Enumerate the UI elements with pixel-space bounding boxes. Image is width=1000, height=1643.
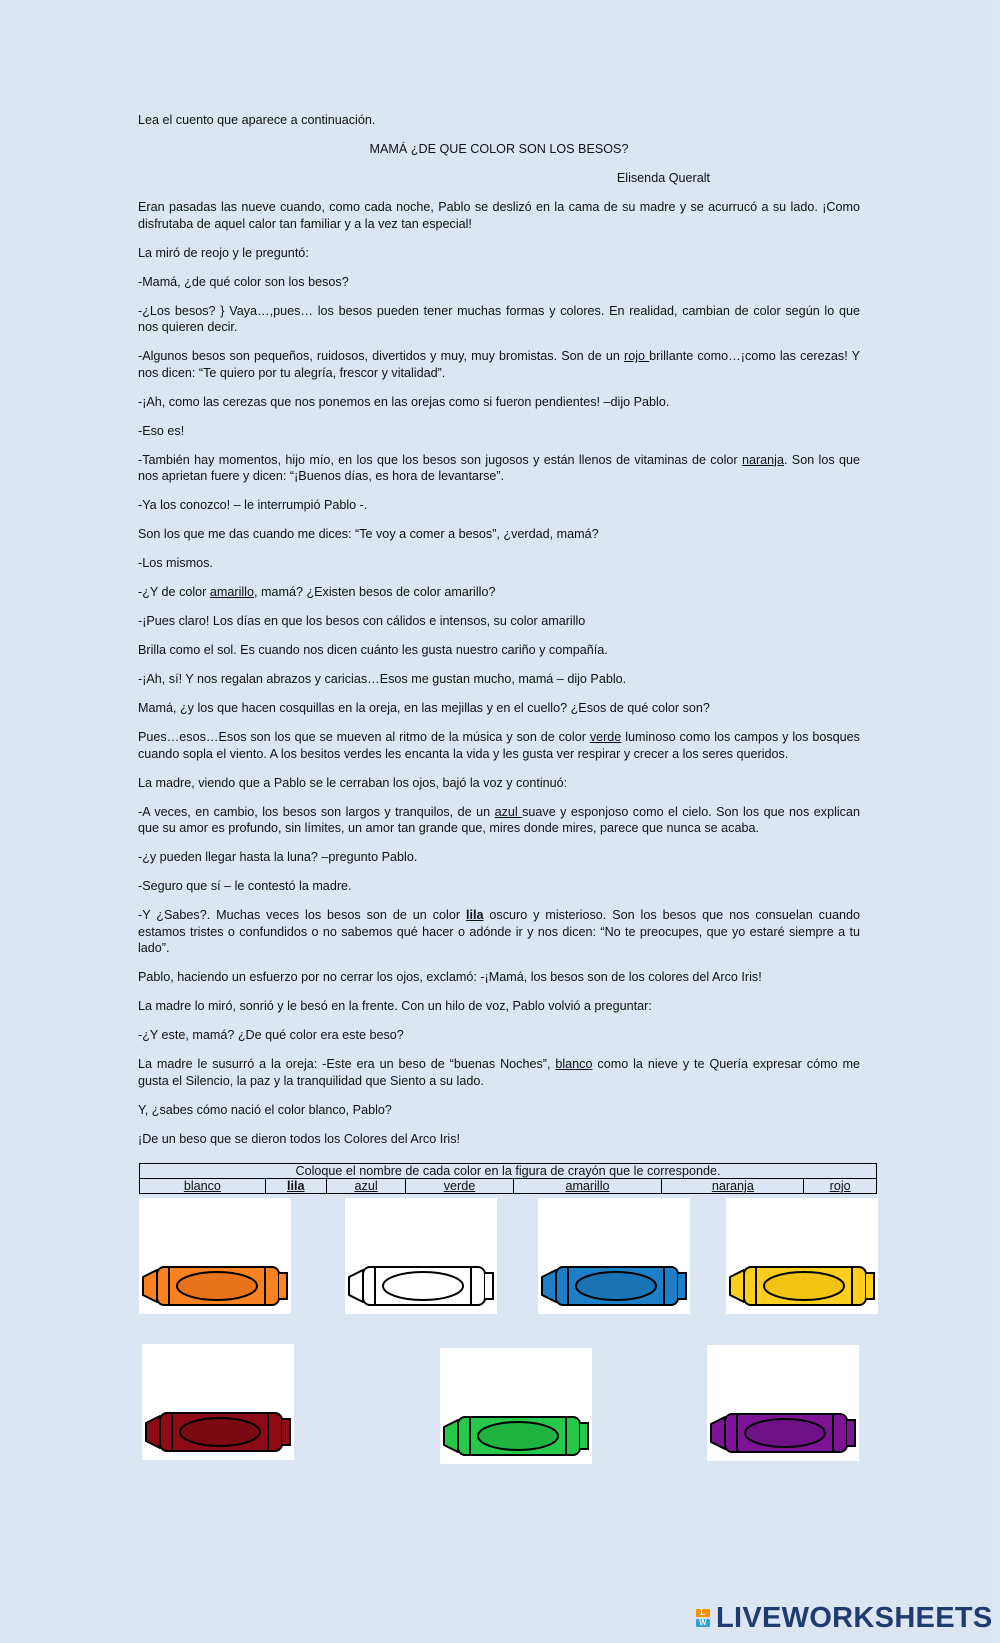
crayon-blue-icon (538, 1198, 690, 1314)
paragraph: -¿y pueden llegar hasta la luna? –pregunto Pablo. (138, 850, 418, 864)
paragraph: -Mamá, ¿de qué color son los besos? (138, 274, 349, 289)
paragraph: -¿Y este, mamá? ¿De qué color era este beso? (138, 1028, 404, 1042)
crayon-green-icon (440, 1348, 592, 1464)
paragraph: La miró de reojo y le preguntó: (138, 245, 309, 260)
crayon-yellow-icon (726, 1198, 878, 1314)
paragraph: Y, ¿sabes cómo nació el color blanco, Pablo? (138, 1102, 392, 1117)
color-word-blanco: blanco (555, 1057, 593, 1071)
story-text (138, 112, 860, 1160)
paragraph: -Y ¿Sabes?. Muchas veces los besos son de un color lila oscuro y misterioso. Son los besos que nos consuelan cuando estamos tristes o confundidos o no sabemos qué hacer o adónde ir y nos dicen: “No te preocupes, que yo estaré siempre a tu lado”. (138, 908, 861, 955)
paragraph: -Algunos besos son pequeños, ruidosos, divertidos y muy, muy bromistas. Son de un rojo brillante como…¡como las cerezas! Y nos dicen: “Te quiero por tu alegría, frescor y vitalidad”. (138, 349, 860, 380)
crayon-drop-zone-orange[interactable] (139, 1198, 291, 1314)
crayon-drop-zone-dark-red[interactable] (142, 1344, 294, 1460)
color-word-amarillo: amarillo (209, 585, 254, 599)
color-word-rojo: rojo (624, 349, 650, 363)
logo-text: LIVEWORKSHEETS (716, 1602, 993, 1634)
intro-line: Lea el cuento que aparece a continuación. (138, 113, 376, 127)
paragraph: Pues…esos…Esos son los que se mueven al ritmo de la música y son de color verde luminoso como los campos y los bosques cuando sopla el viento. A los besitos verdes les encanta la vida y les gusta ver respirar y crecer a los seres queridos. (138, 730, 860, 761)
paragraph: -Los mismos. (138, 556, 213, 570)
story-title: MAMÁ ¿DE QUE COLOR SON LOS BESOS? (369, 142, 629, 156)
option-rojo[interactable]: rojo (804, 1179, 877, 1194)
paragraph: -Eso es! (138, 423, 185, 438)
color-word-verde: verde (589, 730, 622, 744)
option-lila[interactable]: lila (265, 1179, 326, 1194)
color-word-bank (139, 1163, 877, 1194)
crayon-drop-zone-blue[interactable] (538, 1198, 690, 1314)
paragraph: -Seguro que sí – le contestó la madre. (138, 879, 352, 893)
paragraph: Brilla como el sol. Es cuando nos dicen cuánto les gusta nuestro cariño y compañía. (138, 643, 608, 657)
color-word-naranja: naranja (741, 452, 784, 467)
liveworksheets-logo (696, 1603, 993, 1633)
paragraph: -¡Ah, como las cerezas que nos ponemos en las orejas como si fueron pendientes! –dijo Pablo. (138, 394, 670, 409)
color-word-azul: azul (494, 804, 523, 819)
option-amarillo[interactable]: amarillo (513, 1179, 662, 1194)
paragraph: Eran pasadas las nueve cuando, como cada noche, Pablo se deslizó en la cama de su madre y se acurrucó a su lado. ¡Como disfrutaba de aquel calor tan familiar y a la vez tan especial! (138, 200, 860, 231)
paragraph: -Ya los conozco! – le interrumpió Pablo -. (138, 498, 368, 512)
option-naranja[interactable]: naranja (662, 1179, 804, 1194)
crayon-dark-red-icon (142, 1344, 294, 1460)
paragraph: -¿Y de color amarillo, mamá? ¿Existen besos de color amarillo? (138, 585, 496, 599)
crayon-orange-icon (139, 1198, 291, 1314)
story-author: Elisenda Queralt (616, 171, 710, 185)
paragraph: -¡Ah, sí! Y nos regalan abrazos y caricias…Esos me gustan mucho, mamá – dijo Pablo. (138, 672, 627, 686)
exercise-instruction: Coloque el nombre de cada color en la figura de crayón que le corresponde. (140, 1164, 877, 1179)
option-verde[interactable]: verde (406, 1179, 513, 1194)
logo-mark-icon: L W (696, 1608, 712, 1628)
paragraph: -¡Pues claro! Los días en que los besos con cálidos e intensos, su color amarillo (138, 614, 586, 628)
paragraph: La madre lo miró, sonrió y le besó en la frente. Con un hilo de voz, Pablo volvió a preguntar: (138, 999, 652, 1013)
paragraph: La madre le susurró a la oreja: -Este era un beso de “buenas Noches”, blanco como la nieve y te Quería expresar cómo me gusta el Silencio, la paz y la tranquilidad que Siento a su lado. (138, 1057, 860, 1088)
paragraph: Son los que me das cuando me dices: “Te voy a comer a besos”, ¿verdad, mamá? (138, 527, 599, 541)
crayon-drop-zone-white[interactable] (345, 1198, 497, 1314)
option-azul[interactable]: azul (326, 1179, 406, 1194)
paragraph: -A veces, en cambio, los besos son largos y tranquilos, de un azul suave y esponjoso como el cielo. Son los que nos explican que su amor es profundo, sin límites, un amor tan grande que, mires donde mires, parece que nunca se acaba. (138, 804, 860, 835)
paragraph: La madre, viendo que a Pablo se le cerraban los ojos, bajó la voz y continuó: (138, 775, 568, 790)
paragraph: -¿Los besos? } Vaya…,pues… los besos pueden tener muchas formas y colores. En realidad, cambian de color según lo que nos quieren decir. (138, 303, 860, 334)
paragraph: Pablo, haciendo un esfuerzo por no cerrar los ojos, exclamó: -¡Mamá, los besos son de los colores del Arco Iris! (138, 970, 762, 984)
paragraph: Mamá, ¿y los que hacen cosquillas en la oreja, en las mejillas y en el cuello? ¿Esos de qué color son? (138, 701, 710, 715)
crayon-drop-zone-yellow[interactable] (726, 1198, 878, 1314)
option-blanco[interactable]: blanco (140, 1179, 266, 1194)
paragraph: -También hay momentos, hijo mío, en los que los besos son jugosos y están llenos de vitaminas de color naranja. Son los que nos aprietan fuere y dicen: “¡Buenos días, es hora de levantarse”. (138, 452, 860, 483)
crayon-drop-zone-purple[interactable] (707, 1345, 859, 1461)
paragraph: ¡De un beso que se dieron todos los Colores del Arco Iris! (138, 1131, 461, 1146)
crayon-purple-icon (707, 1345, 859, 1461)
crayon-white-icon (345, 1198, 497, 1314)
color-word-lila: lila (465, 908, 484, 922)
crayon-drop-zone-green[interactable] (440, 1348, 592, 1464)
